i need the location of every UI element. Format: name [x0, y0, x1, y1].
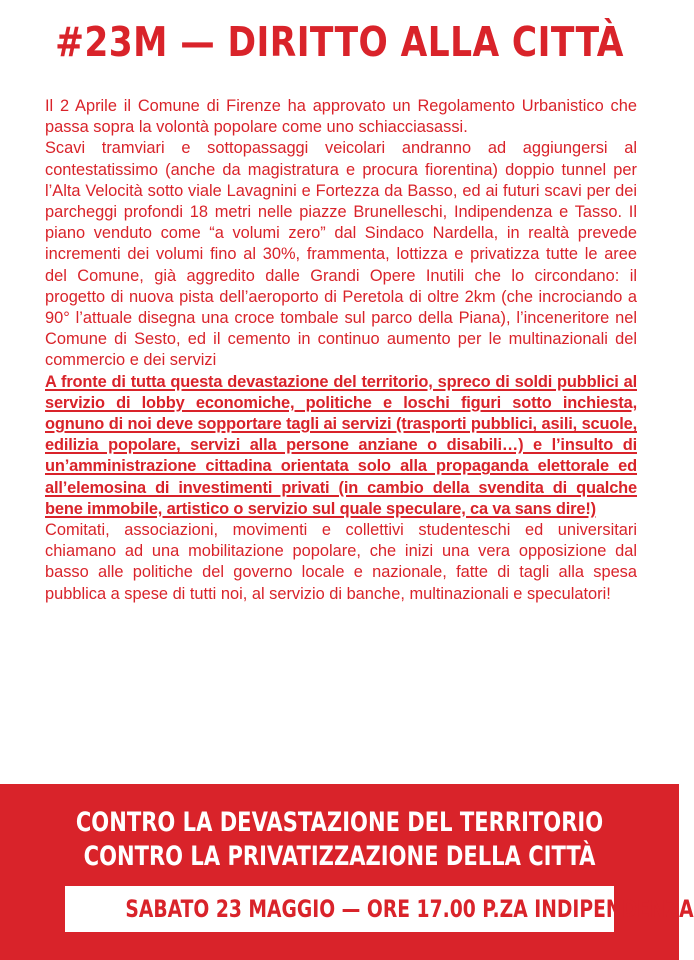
- event-box: [65, 886, 694, 932]
- footer-banner: [0, 784, 694, 960]
- headline: #23M — DIRITTO ALLA CITTÀ: [55, 18, 624, 66]
- paragraph-intro: Il 2 Aprile il Comune di Firenze ha approvato un Regolamento Urbanistico che passa sopra la volontà popolare come uno schiacciasassi.: [45, 97, 637, 137]
- slogan-line-2: CONTRO LA PRIVATIZZAZIONE DELLA CITTÀ: [83, 841, 596, 872]
- paragraph-call-to-action: Comitati, associazioni, movimenti e collettivi studenteschi ed universitari chiamano ad una mobilitazione popolare, che inizi una vera opposizione dal basso alle politiche del governo locale e nazionale, fatte di tagli alla spesa pubblica a spese di tutti noi, al servizio di banche, multinazionali e speculatori!: [45, 521, 637, 603]
- body-text: [45, 96, 637, 605]
- paragraph-details: Scavi tramviari e sottopassaggi veicolari andranno ad aggiungersi al contestatissimo (anche da magistratura e procura fiorentina) doppio tunnel per l’Alta Velocità sotto viale Lavagnini e Fortezza da Basso, ed ai futuri scavi per dei parcheggi profondi 18 metri nelle piazze Brunelleschi, Indipendenza e Tasso. Il piano venduto come “a volumi zero” dal Sindaco Nardella, in realtà prevede incrementi dei volumi fino al 30%, frammenta, lottizza e privatizza tutte le aree del Comune, già aggredito dalle Grandi Opere Inutili che lo circondano: il progetto di nuova pista dell’aeroporto di Peretola di oltre 2km (che incrociando a 90° l’attuale disegna una croce tombale sul parco della Piana), l’inceneritore nel Comune di Sesto, ed il cemento in continuo aumento per le multinazionali del commercio e dei servizi: [45, 139, 637, 370]
- event-details: SABATO 23 MAGGIO — ORE 17.00 P.ZA INDIPENDENZA: [125, 895, 694, 923]
- slogan-line-1: CONTRO LA DEVASTAZIONE DEL TERRITORIO: [75, 807, 604, 838]
- paragraph-highlight: A fronte di tutta questa devastazione del territorio, spreco di soldi pubblici al servizio di lobby economiche, politiche e loschi figuri sotto inchiesta, ognuno di noi deve sopportare tagli ai servizi (trasporti pubblici, asili, scuole, edilizia popolare, servizi alla persone anziane o disabili…) e l’insulto di un’amministrazione cittadina orientata solo alla propaganda elettorale ed all’elemosina di investimenti privati (in cambio della svendita di qualche bene immobile, artistico o servizio sul quale speculare, ca va sans dire!): [45, 372, 637, 518]
